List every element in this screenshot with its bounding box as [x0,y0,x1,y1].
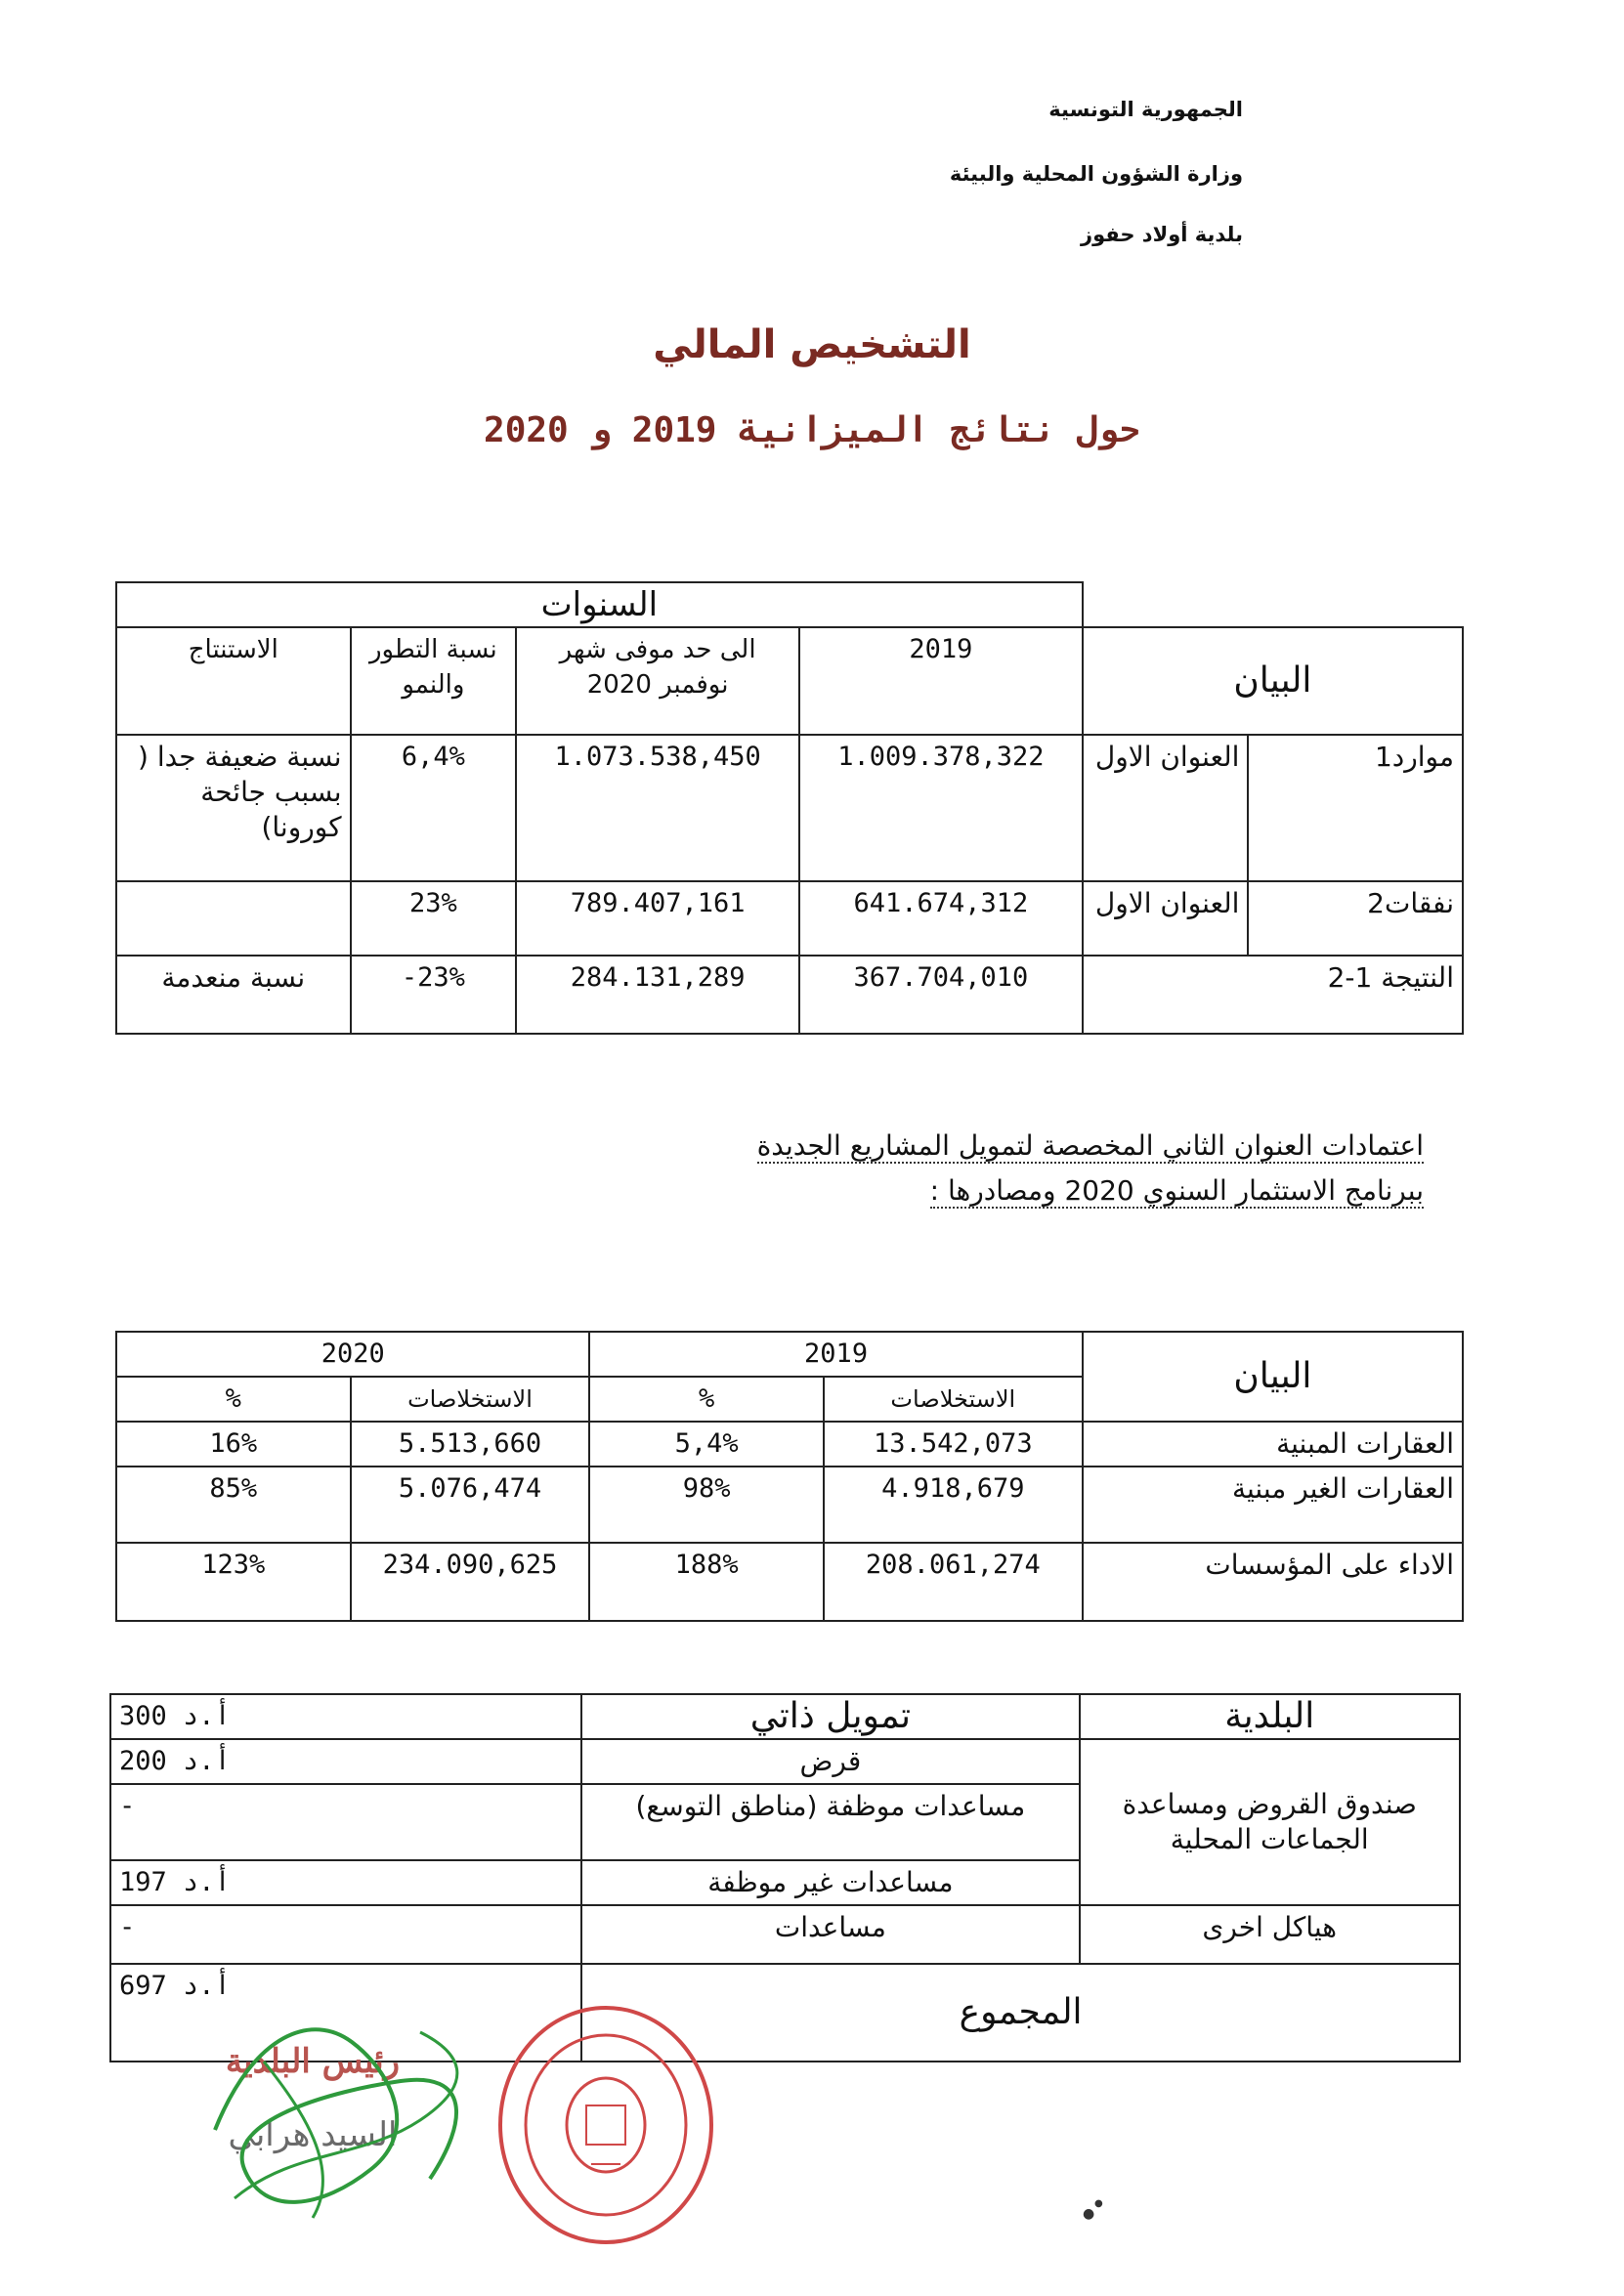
row-conclusion: نسبة ضعيفة جدا ( بسبب جائحة كورونا) [116,735,351,881]
row-label: العقارات الغير مبنية [1083,1467,1463,1543]
col-growth-header: نسبة التطور والنمو [351,627,517,735]
row-collections-2020: 5.513,660 [351,1422,590,1467]
row-percent-2020: 123% [116,1543,351,1621]
loan-label: قرض [581,1739,1079,1784]
table-row [116,956,1463,1034]
row-collections-2019: 4.918,679 [824,1467,1083,1543]
row-value-2019: 1.009.378,322 [799,735,1083,881]
row-subcategory: العنوان الاول [1083,881,1249,956]
col-percent-2020: % [116,1377,351,1422]
row-value-2020: 284.131,289 [516,956,799,1034]
page-subtitle: حول نتائج الميزانية 2019 و 2020 [484,410,1140,450]
row-collections-2020: 234.090,625 [351,1543,590,1621]
fund-label: صندوق القروض ومساعدة الجماعات المحلية [1080,1739,1461,1905]
row-value-2020: 1.073.538,450 [516,735,799,881]
total-amount: 697 أ.د [110,1964,581,2062]
row-value-2019: 367.704,010 [799,956,1083,1034]
table-row [116,1422,1463,1467]
col-percent-2019: % [589,1377,824,1422]
header-municipality: بلدية أولاد حفوز [1080,223,1243,246]
row-category: موارد1 [1248,735,1463,881]
section-heading-line2: ببرنامج الاستثمار السنوي 2020 ومصادرها : [929,1174,1424,1207]
loan-amount: 200 أ.د [110,1739,581,1784]
header-republic: الجمهورية التونسية [1048,98,1243,121]
self-funding-label: تمويل ذاتي [581,1694,1079,1739]
untargeted-aid-amount: 197 أ.د [110,1860,581,1905]
other-bodies-label: هياكل اخرى [1080,1905,1461,1964]
municipality-label: البلدية [1080,1694,1461,1739]
row-label: الاداء على المؤسسات [1083,1543,1463,1621]
col-2019-header: 2019 [799,627,1083,735]
row-conclusion: نسبة منعدمة [116,956,351,1034]
col-conclusion-header: الاستنتاج [116,627,351,735]
header-ministry: وزارة الشؤون المحلية والبيئة [949,162,1243,186]
scan-mark: ● [1094,2198,1103,2209]
untargeted-aid-label: مساعدات غير موظفة [581,1860,1079,1905]
row-percent-2019: 98% [589,1467,824,1543]
row-value-2019: 641.674,312 [799,881,1083,956]
table-row [116,735,1463,881]
col-collections-2020: الاستخلاصات [351,1377,590,1422]
col-collections-2019: الاستخلاصات [824,1377,1083,1422]
table-row [116,1543,1463,1621]
row-growth: 6,4% [351,735,517,881]
section-heading-line1: اعتمادات العنوان الثاني المخصصة لتمويل المشاريع الجديدة [756,1129,1424,1162]
targeted-aid-amount: - [110,1784,581,1860]
targeted-aid-label: مساعدات موظفة (مناطق التوسع) [581,1784,1079,1860]
col-label-header: البيان [1083,627,1463,735]
blank-cell [1083,582,1463,627]
handwritten-signature [176,1974,489,2257]
row-percent-2020: 16% [116,1422,351,1467]
total-label: المجموع [581,1964,1460,2062]
table-row [116,1467,1463,1543]
row-growth: -23% [351,956,517,1034]
aid-label: مساعدات [581,1905,1079,1964]
row-category: نفقات2 [1248,881,1463,956]
signature-title: رئيس البلدية [225,2042,401,2081]
col-nov2020-header: الى حد موفى شهر نوفمبر 2020 [516,627,799,735]
year-2019-header: 2019 [589,1332,1082,1377]
self-funding-amount: 300 أ.د [110,1694,581,1739]
aid-amount: - [110,1905,581,1964]
collections-table [115,1331,1464,1622]
budget-results-table [115,581,1464,1035]
year-2020-header: 2020 [116,1332,589,1377]
row-subcategory: العنوان الاول [1083,735,1249,881]
row-label: العقارات المبنية [1083,1422,1463,1467]
table-row [116,881,1463,956]
years-header: السنوات [116,582,1083,627]
signature-name: السيد هرابي [228,2115,398,2154]
section-heading [329,1124,1424,1213]
row-percent-2019: 188% [589,1543,824,1621]
page-title: التشخيص المالي [653,322,971,367]
row-percent-2019: 5,4% [589,1422,824,1467]
row-value-2020: 789.407,161 [516,881,799,956]
row-percent-2020: 85% [116,1467,351,1543]
col-label-header: البيان [1083,1332,1463,1422]
row-conclusion [116,881,351,956]
official-stamp [493,1998,718,2252]
row-collections-2019: 208.061,274 [824,1543,1083,1621]
row-growth: 23% [351,881,517,956]
scan-mark: ● [1083,2206,1095,2222]
row-collections-2020: 5.076,474 [351,1467,590,1543]
row-category: النتيجة 1-2 [1083,956,1463,1034]
row-collections-2019: 13.542,073 [824,1422,1083,1467]
